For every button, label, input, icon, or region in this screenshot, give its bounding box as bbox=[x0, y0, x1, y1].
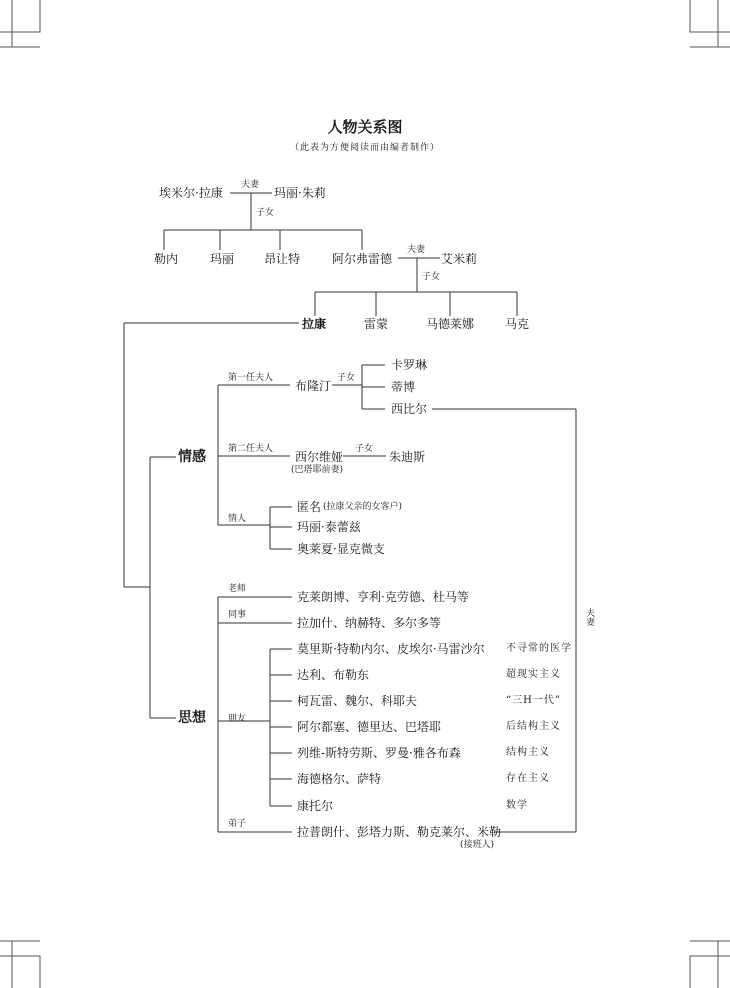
father-name: 埃米尔·拉康 bbox=[159, 186, 223, 200]
friend-names: 列维-斯特劳斯、罗曼·雅各布森 bbox=[297, 746, 461, 760]
first-wife-name: 布隆汀 bbox=[295, 379, 332, 393]
friend-school: 不寻常的医学 bbox=[506, 643, 572, 654]
child-name: 勒内 bbox=[154, 252, 179, 266]
emotion-category-label: 情感 bbox=[178, 449, 206, 465]
spouse-link-label: 夫妻 bbox=[584, 608, 594, 626]
alfred-wife-name: 艾米莉 bbox=[441, 252, 478, 266]
grandchild-name: 马克 bbox=[505, 317, 530, 331]
friend-school: “三H一代” bbox=[506, 695, 561, 706]
friend-label: 朋友 bbox=[228, 714, 247, 724]
disciples-names: 拉普朗什、彭塔力斯、勒克莱尔、米勒 bbox=[297, 825, 502, 839]
first-wife-label: 第一任夫人 bbox=[228, 373, 274, 383]
teachers-names: 克莱朗博、亨利·克劳德、杜马等 bbox=[297, 590, 469, 604]
friend-names: 海德格尔、萨特 bbox=[297, 772, 382, 786]
lover-name: 匿名 bbox=[297, 500, 322, 514]
first-child-name: 蒂博 bbox=[391, 380, 416, 394]
friend-school: 后结构主义 bbox=[506, 721, 561, 732]
disciple-label: 弟子 bbox=[228, 819, 247, 829]
lover-name: 玛丽·泰蕾兹 bbox=[297, 520, 361, 534]
thought-category-label: 思想 bbox=[178, 710, 206, 726]
first-child-name: 卡罗琳 bbox=[391, 358, 428, 372]
friend-school: 超现实主义 bbox=[506, 669, 561, 680]
mother-name: 玛丽·朱莉 bbox=[274, 186, 326, 200]
first-child-name: 西比尔 bbox=[391, 402, 428, 416]
page-title: 人物关系图 bbox=[327, 118, 403, 136]
first-children-label: 子女 bbox=[337, 373, 356, 383]
friend-school: 数学 bbox=[506, 800, 528, 811]
parents-children-label: 子女 bbox=[256, 208, 275, 218]
lover-note: (拉康父亲的女客户) bbox=[323, 502, 403, 512]
lover-name: 奥莱夏·显克微支 bbox=[297, 542, 385, 556]
second-wife-label: 第二任夫人 bbox=[228, 444, 274, 454]
parents-couple-label: 夫妻 bbox=[241, 180, 260, 190]
friend-names: 康托尔 bbox=[297, 799, 334, 813]
friend-names: 莫里斯·特勒内尔、皮埃尔·马雷沙尔 bbox=[297, 642, 485, 656]
second-children-label: 子女 bbox=[355, 444, 374, 454]
child-name: 阿尔弗雷德 bbox=[332, 252, 393, 266]
second-wife-note: (巴塔耶前妻) bbox=[291, 465, 344, 475]
second-child-name: 朱迪斯 bbox=[389, 450, 426, 464]
friend-names: 柯瓦雷、魏尔、科耶夫 bbox=[297, 694, 418, 708]
friend-school: 存在主义 bbox=[506, 773, 550, 784]
friend-names: 阿尔都塞、德里达、巴塔耶 bbox=[297, 720, 442, 734]
alfred-couple-label: 夫妻 bbox=[407, 245, 426, 255]
grandchild-name: 马德莱娜 bbox=[426, 317, 475, 331]
disciple-note: (接班人) bbox=[460, 840, 495, 850]
friend-names: 达利、布勒东 bbox=[297, 668, 370, 682]
lovers-label: 情人 bbox=[228, 514, 247, 524]
child-name: 玛丽 bbox=[210, 252, 235, 266]
friend-school: 结构主义 bbox=[506, 747, 550, 758]
alfred-children-label: 子女 bbox=[422, 272, 441, 282]
colleague-label: 同事 bbox=[228, 610, 247, 620]
lacan-name: 拉康 bbox=[302, 317, 327, 331]
grandchild-name: 雷蒙 bbox=[364, 317, 389, 331]
colleagues-names: 拉加什、纳赫特、多尔多等 bbox=[297, 616, 442, 630]
child-name: 昂让特 bbox=[264, 252, 301, 266]
teacher-label: 老师 bbox=[228, 584, 247, 594]
page-subtitle: （此表为方便阅读而由编者制作） bbox=[289, 143, 440, 153]
second-wife-name: 西尔维娅 bbox=[295, 450, 344, 464]
